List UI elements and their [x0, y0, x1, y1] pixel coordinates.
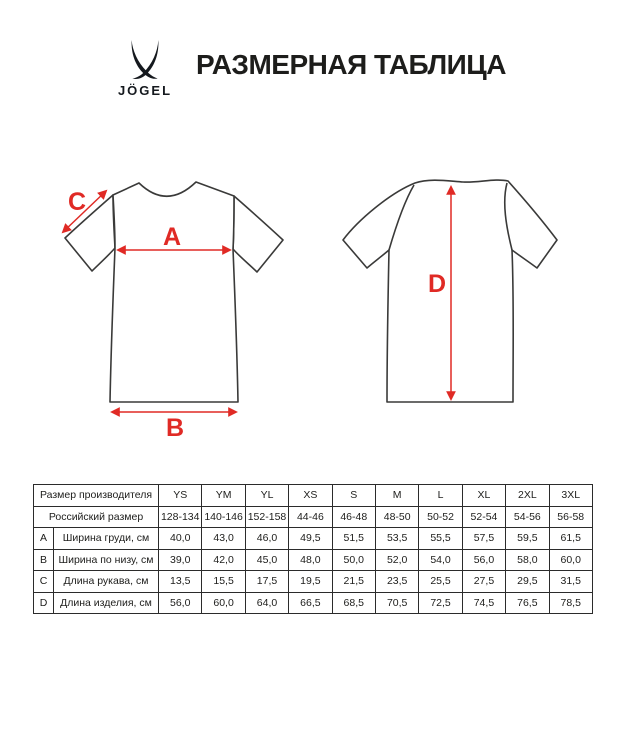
- label-b: B: [165, 414, 185, 442]
- size-header-cell: S: [332, 485, 375, 507]
- value-cell: 52,0: [375, 549, 418, 571]
- size-header-cell: 2XL: [506, 485, 549, 507]
- russian-size-cell: 56-58: [549, 506, 592, 528]
- tshirt-back-diagram: [330, 168, 570, 413]
- value-cell: 17,5: [245, 571, 288, 593]
- russian-size-cell: 48-50: [375, 506, 418, 528]
- russian-size-cell: 52-54: [462, 506, 505, 528]
- value-cell: 72,5: [419, 592, 462, 614]
- value-cell: 39,0: [159, 549, 202, 571]
- brand-name: JÖGEL: [117, 83, 173, 98]
- value-cell: 53,5: [375, 528, 418, 550]
- russian-size-cell: 50-52: [419, 506, 462, 528]
- label-c: C: [67, 188, 87, 216]
- tshirt-front-diagram: [50, 168, 300, 443]
- value-cell: 60,0: [549, 549, 592, 571]
- label-d: D: [427, 270, 447, 298]
- value-cell: 15,5: [202, 571, 245, 593]
- size-header-cell: YM: [202, 485, 245, 507]
- size-header-cell: 3XL: [549, 485, 592, 507]
- label-a: A: [162, 223, 182, 251]
- letter-cell: A: [34, 528, 54, 550]
- value-cell: 45,0: [245, 549, 288, 571]
- front-right-sleeve: [233, 196, 283, 272]
- russian-size-cell: 54-56: [506, 506, 549, 528]
- value-cell: 40,0: [159, 528, 202, 550]
- russian-size-cell: 46-48: [332, 506, 375, 528]
- value-cell: 60,0: [202, 592, 245, 614]
- back-body-outline: [343, 180, 557, 402]
- size-header-cell: M: [375, 485, 418, 507]
- value-cell: 51,5: [332, 528, 375, 550]
- value-cell: 54,0: [419, 549, 462, 571]
- front-body-outline: [110, 182, 238, 402]
- value-cell: 78,5: [549, 592, 592, 614]
- value-cell: 59,5: [506, 528, 549, 550]
- size-header-cell: YL: [245, 485, 288, 507]
- table-row-russian: [34, 506, 593, 528]
- size-header-cell: L: [419, 485, 462, 507]
- size-table: [33, 484, 593, 614]
- manufacturer-size-label: Размер производителя: [34, 485, 159, 507]
- param-name-cell: Длина изделия, см: [54, 592, 159, 614]
- table-row: [34, 592, 593, 614]
- page-title: РАЗМЕРНАЯ ТАБЛИЦА: [196, 49, 506, 80]
- table-row-manufacturer: [34, 485, 593, 507]
- value-cell: 25,5: [419, 571, 462, 593]
- value-cell: 56,0: [462, 549, 505, 571]
- russian-size-cell: 128-134: [159, 506, 202, 528]
- value-cell: 66,5: [289, 592, 332, 614]
- russian-size-cell: 44-46: [289, 506, 332, 528]
- brand-logo: [104, 40, 186, 98]
- size-header-cell: XL: [462, 485, 505, 507]
- russian-size-cell: 140-146: [202, 506, 245, 528]
- table-row: [34, 528, 593, 550]
- param-name-cell: Ширина по низу, см: [54, 549, 159, 571]
- value-cell: 31,5: [549, 571, 592, 593]
- size-header-cell: XS: [289, 485, 332, 507]
- letter-cell: D: [34, 592, 54, 614]
- value-cell: 61,5: [549, 528, 592, 550]
- value-cell: 55,5: [419, 528, 462, 550]
- russian-size-cell: 152-158: [245, 506, 288, 528]
- param-name-cell: Ширина груди, см: [54, 528, 159, 550]
- value-cell: 74,5: [462, 592, 505, 614]
- size-header-cell: YS: [159, 485, 202, 507]
- value-cell: 68,5: [332, 592, 375, 614]
- value-cell: 19,5: [289, 571, 332, 593]
- russian-size-label: Российский размер: [34, 506, 159, 528]
- value-cell: 48,0: [289, 549, 332, 571]
- value-cell: 56,0: [159, 592, 202, 614]
- value-cell: 43,0: [202, 528, 245, 550]
- value-cell: 42,0: [202, 549, 245, 571]
- value-cell: 21,5: [332, 571, 375, 593]
- value-cell: 46,0: [245, 528, 288, 550]
- value-cell: 58,0: [506, 549, 549, 571]
- measure-rows: [34, 528, 593, 614]
- table-row: [34, 549, 593, 571]
- value-cell: 70,5: [375, 592, 418, 614]
- letter-cell: B: [34, 549, 54, 571]
- value-cell: 76,5: [506, 592, 549, 614]
- table-row: [34, 571, 593, 593]
- letter-cell: C: [34, 571, 54, 593]
- jogel-logo-icon: [122, 40, 168, 80]
- value-cell: 49,5: [289, 528, 332, 550]
- value-cell: 64,0: [245, 592, 288, 614]
- value-cell: 23,5: [375, 571, 418, 593]
- value-cell: 13,5: [159, 571, 202, 593]
- value-cell: 27,5: [462, 571, 505, 593]
- param-name-cell: Длина рукава, см: [54, 571, 159, 593]
- value-cell: 29,5: [506, 571, 549, 593]
- value-cell: 57,5: [462, 528, 505, 550]
- value-cell: 50,0: [332, 549, 375, 571]
